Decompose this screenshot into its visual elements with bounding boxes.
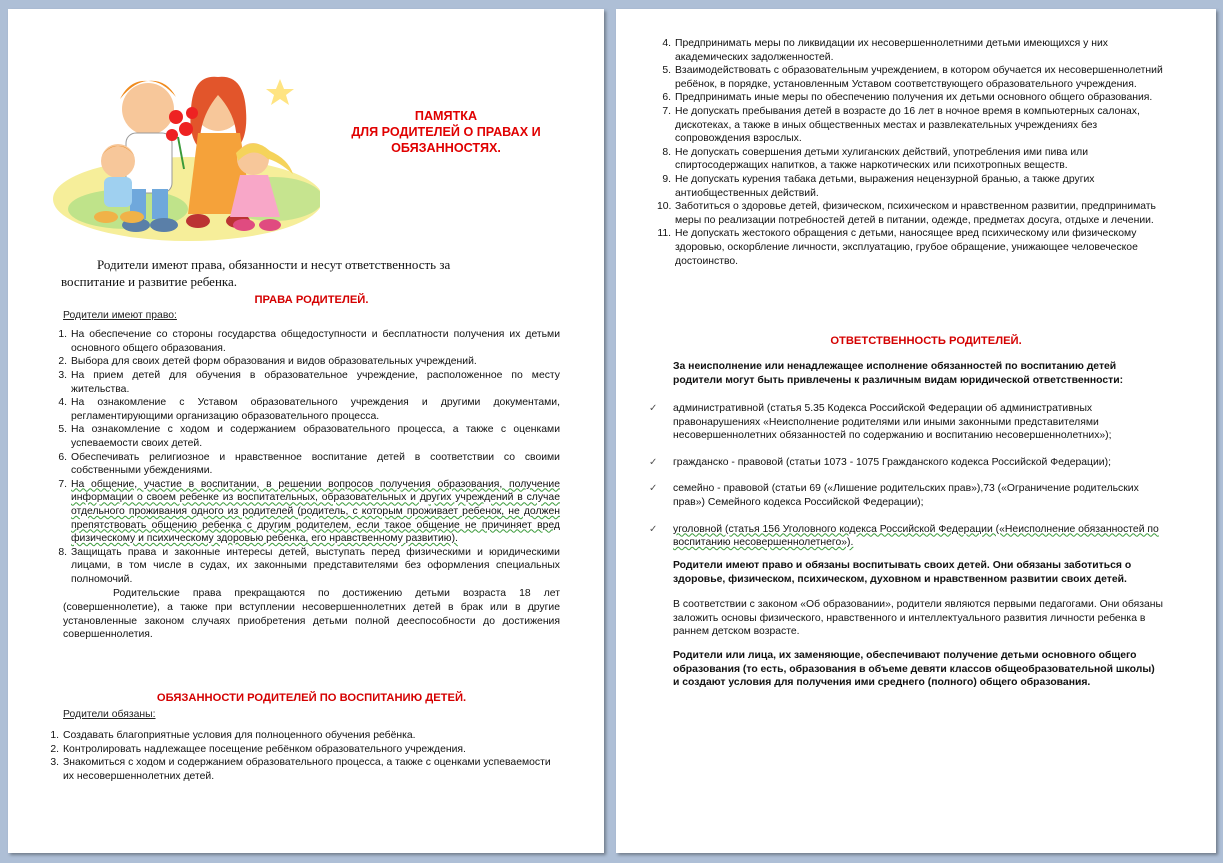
list-item: 2. Контролировать надлежащее посещение ребёнком образовательного учреждения. — [50, 743, 466, 755]
list-item: 7. На общение, участие в воспитании, в решении вопросов получения образования, получение информации о своем ребенке из воспитательных, образовательных и других учреждений в случае отдельного проживания одного из родителей (родитель, с которым проживает ребенок, не должен препятствовать общению ребенка с другим родителем, если такое общение не причиняет вред физическому и психическому здоровью ребенка, его нравственному развитию). — [58, 478, 560, 545]
list-item: 6. Предпринимать иные меры по обеспечению получения их детьми основного общего образования. — [662, 92, 1153, 104]
checkmark-icon: ✓ — [649, 403, 658, 414]
rights-end-paragraph: Родительские права прекращаются по достижению детьми возраста 18 лет (совершеннолетие), а также при вступлении несовершеннолетних детей в брак или в другие установленные законом случаях приобретения детьми полной дееспособности до достижения совершеннолетия. — [63, 588, 560, 641]
paragraph-general-education: Родители или лица, их заменяющие, обеспечивают получение детьми основного общего образования (то есть, образования в объеме девяти классов общеобразовательной школы) и создают условия для получения ими среднего (полного) общего образования. — [673, 650, 1155, 689]
list-item: ✓ семейно - правовой (статьи 69 («Лишение родительских прав»),73 («Ограничение родительских прав») Семейного кодекса Российской Федерации); — [649, 483, 1139, 508]
list-item: 8. Не допускать совершения детьми хулиганских действий, употребления ими пива или спиртосодержащих напитков, а также наркотических или психотропных веществ. — [662, 146, 1089, 172]
paragraph-duty-to-raise: Родители имеют право и обязаны воспитывать своих детей. Они обязаны заботиться о здоровье, физическом, психическом, духовном и нравственном развитии своих детей. — [673, 560, 1132, 585]
rights-heading: ПРАВА РОДИТЕЛЕЙ. — [254, 294, 369, 306]
list-item: 2. Выбора для своих детей форм образования и видов образовательных учреждений. — [58, 356, 477, 368]
list-item: 5. На ознакомление с ходом и содержанием образовательного процесса, а также с оценками успеваемости своих детей. — [58, 424, 560, 449]
responsibility-intro: За неисполнение или ненадлежащее исполнение обязанностей по воспитанию детей родители могут быть привлечены к различным видам юридической ответственности: — [673, 361, 1124, 386]
family-illustration — [48, 49, 320, 254]
list-item: 3. На прием детей для обучения в образовательное учреждение, расположенное по месту жительства. — [58, 369, 560, 395]
duties-section — [50, 692, 560, 784]
duties-heading: ОБЯЗАННОСТИ РОДИТЕЛЕЙ ПО ВОСПИТАНИЮ ДЕТЕЙ. — [156, 692, 467, 704]
list-item: 9. Не допускать курения табака детьми, выражения нецензурной бранью, а также других антиобщественных действий. — [662, 173, 1095, 199]
list-item: 5. Взаимодействовать с образовательным учреждением, в котором обучается их несовершеннолетний ребёнок, в порядке, установленным Уставом соответствующего образовательного учреждения. — [662, 65, 1163, 90]
list-item: 7. Не допускать пребывания детей в возрасте до 16 лет в ночное время в компьютерных салонах, дискотеках, а также в иных общественных местах и развлекательных учреждениях без сопровождения взрослых. — [662, 105, 1140, 145]
memo-title-text: ПАМЯТКА ДЛЯ РОДИТЕЛЕЙ О ПРАВАХ И ОБЯЗАННОСТЯХ. — [351, 109, 541, 155]
list-item: 10. Заботиться о здоровье детей, физическом, психическом и нравственном развитии, предпринимать меры по реализации потребностей детей в питании, одежде, предметах досуга, отдыхе и лечении. — [657, 201, 1156, 226]
checkmark-icon: ✓ — [649, 456, 658, 468]
list-item: 8. Защищать права и законные интересы детей, выступать перед физическими и юридическими лицами, в том числе в судах, их законными представителями без оформления специальных полномочий. — [58, 546, 560, 585]
intro-paragraph — [61, 256, 501, 290]
duties-list — [50, 729, 560, 783]
list-item: 11. Не допускать жестокого обращения с детьми, наносящее вред психическому или физическому здоровью, оскорбление личности, эксплуатацию, грубое обращение, унижающее человеческое достоинство. — [657, 228, 1138, 267]
list-item: 4. На ознакомление с Уставом образовательного учреждения и другими документами, регламентирующими организацию образовательного процесса. — [58, 397, 560, 422]
rights-subheading: Родители имеют право: — [63, 309, 177, 321]
checkmark-icon: ✓ — [649, 483, 658, 495]
responsibility-heading: ОТВЕТСТВЕННОСТЬ РОДИТЕЛЕЙ. — [830, 335, 1022, 347]
responsibility-list — [649, 402, 1163, 550]
intro-text: Родители имеют права, обязанности и несут ответственность за воспитание и развитие ребенка. — [61, 257, 451, 289]
list-item: 6. Обеспечивать религиозное и нравственное воспитание детей в соответствии со своими собственными убеждениями. — [58, 451, 560, 477]
rights-section — [58, 294, 560, 642]
duties-subheading: Родители обязаны: — [63, 708, 156, 720]
list-item: 3. Знакомиться с ходом и содержанием образовательного процесса, а также с оценками успеваемости их несовершеннолетних детей. — [50, 757, 551, 782]
list-item: ✓ уголовной (статья 156 Уголовного кодекса Российской Федерации («Неисполнение обязанностей по воспитанию несовершеннолетнего»). — [649, 523, 1159, 549]
rights-list — [58, 328, 560, 586]
list-item: 4. Предпринимать меры по ликвидации их несовершеннолетними детьми имеющихся у них академических задолженностей. — [662, 38, 1108, 63]
paragraph-first-teachers: В соответствии с законом «Об образовании», родители являются первыми педагогами. Они обязаны заложить основы физического, нравственного и интеллектуального развития личности ребенка в раннем детском возрасте. — [673, 599, 1164, 638]
list-item: 1. Создавать благоприятные условия для полноценного обучения ребёнка. — [50, 730, 416, 742]
document-page-2 — [616, 9, 1216, 853]
checkmark-icon: ✓ — [649, 523, 658, 535]
list-item: 1. На обеспечение со стороны государства общедоступности и бесплатности получения их детьми основного общего образования. — [58, 329, 560, 354]
duties-list-continued — [657, 37, 1165, 268]
list-item: ✓ гражданско - правовой (статьи 1073 - 1075 Гражданского кодекса Российской Федерации); — [649, 456, 1111, 468]
document-page-1 — [8, 9, 604, 853]
memo-title — [326, 108, 566, 156]
list-item: ✓ административной (статья 5.35 Кодекса Российской Федерации об административных правонарушениях «Неисполнение родителями или иными законными представителями несовершеннолетних обязанностей по содержанию и воспитанию несовершеннолетних»); — [649, 403, 1112, 442]
